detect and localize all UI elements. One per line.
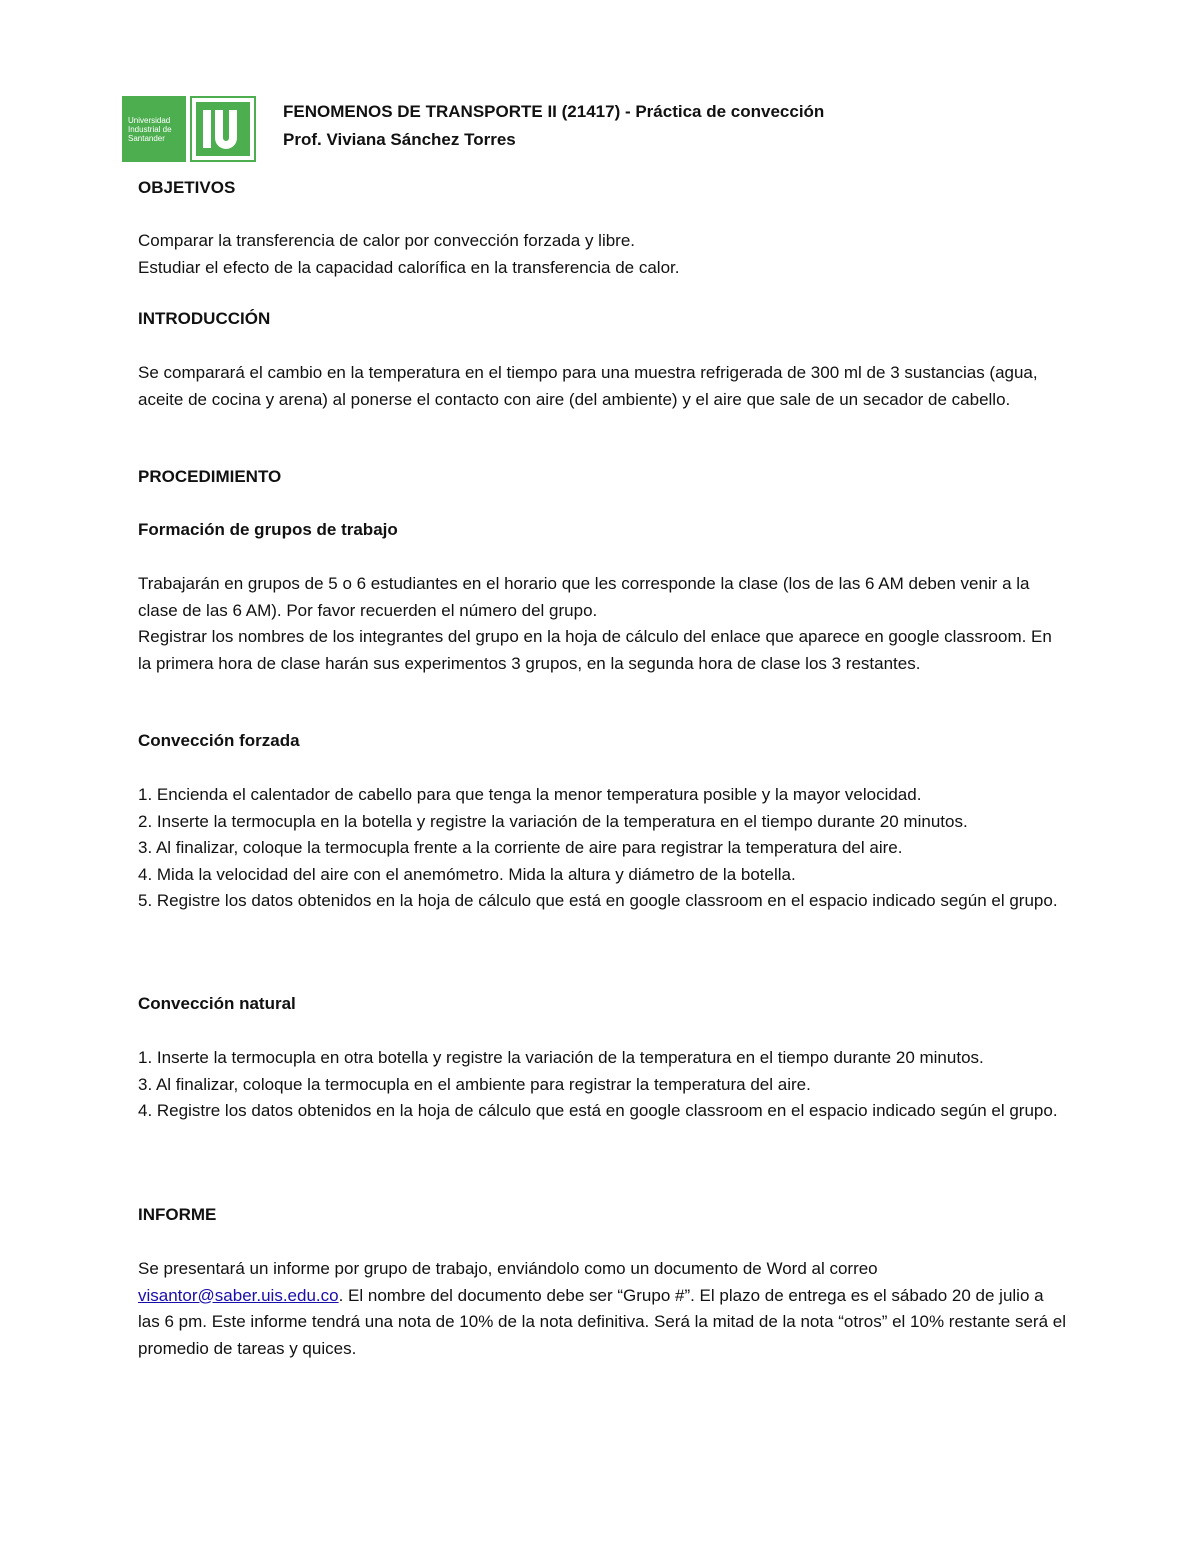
step-item: 3. Al finalizar, coloque la termocupla en el ambiente para registrar la temperatura del aire.	[138, 1074, 811, 1094]
section-objetivos-title: OBJETIVOS	[138, 178, 236, 197]
section-introduccion-title: INTRODUCCIÓN	[138, 309, 271, 328]
logo-line: Universidad	[128, 115, 171, 125]
introduccion-text	[138, 360, 1068, 413]
step-item: 4. Mida la velocidad del aire con el anemómetro. Mida la altura y diámetro de la botella.	[138, 864, 796, 884]
logo-text-block	[122, 96, 186, 162]
introduccion-paragraph: Se comparará el cambio en la temperatura en el tiempo para una muestra refrigerada de 300 ml de 3 sustancias (agua, aceite de cocina y arena) al ponerse el contacto con aire (del ambiente) y el aire que sale de un secador de cabello.	[138, 363, 1038, 409]
grupos-paragraph: Trabajarán en grupos de 5 o 6 estudiantes en el horario que les corresponde la clase (los de las 6 AM deben venir a la clase de las 6 AM). Por favor recuerden el número del grupo.	[138, 574, 1030, 620]
objetivo-item: Comparar la transferencia de calor por convección forzada y libre.	[138, 231, 636, 250]
step-item: 4. Registre los datos obtenidos en la hoja de cálculo que está en google classroom en el espacio indicado según el grupo.	[138, 1101, 1058, 1120]
professor-name: Prof. Viviana Sánchez Torres	[283, 130, 516, 149]
subsection-natural-title: Convección natural	[138, 994, 296, 1013]
uis-emblem-icon	[190, 96, 256, 162]
natural-steps	[138, 1045, 1068, 1125]
course-title: FENOMENOS DE TRANSPORTE II (21417) - Práctica de convección	[283, 102, 825, 121]
step-item: 2. Inserte la termocupla en la botella y registre la variación de la temperatura en el tiempo durante 20 minutos.	[138, 811, 968, 831]
informe-text-after: . El nombre del documento debe ser “Grupo #”. El plazo de entrega es el sábado 20 de julio a las 6 pm. Este informe tendrá una nota de 10% de la nota definitiva. Será la mitad de la nota “otros” el 10% restante será el promedio de tareas y quices.	[138, 1285, 1066, 1358]
email-link[interactable]: visantor@saber.uis.edu.co	[138, 1285, 339, 1305]
subsection-forzada-title: Convección forzada	[138, 731, 300, 750]
section-informe-title: INFORME	[138, 1205, 217, 1224]
objetivo-item: Estudiar el efecto de la capacidad calorífica en la transferencia de calor.	[138, 257, 680, 277]
document-header	[283, 98, 824, 154]
logo-line: Industrial de	[128, 124, 172, 134]
step-item: 5. Registre los datos obtenidos en la hoja de cálculo que está en google classroom en el espacio indicado según el grupo.	[138, 891, 1058, 910]
grupos-text	[138, 571, 1068, 677]
informe-text	[138, 1256, 1068, 1362]
section-procedimiento-title: PROCEDIMIENTO	[138, 467, 282, 486]
step-item: 1. Encienda el calentador de cabello para que tenga la menor temperatura posible y la mayor velocidad.	[138, 785, 922, 804]
step-item: 1. Inserte la termocupla en otra botella y registre la variación de la temperatura en el tiempo durante 20 minutos.	[138, 1048, 984, 1067]
informe-paragraph	[138, 1256, 1068, 1362]
logo-label: UIS	[223, 154, 225, 155]
step-item: 3. Al finalizar, coloque la termocupla frente a la corriente de aire para registrar la temperatura del aire.	[138, 838, 903, 857]
objetivos-list	[138, 228, 1068, 281]
university-logo	[122, 96, 258, 162]
forzada-steps	[138, 782, 1068, 915]
subsection-grupos-title: Formación de grupos de trabajo	[138, 520, 398, 539]
grupos-paragraph: Registrar los nombres de los integrantes del grupo en la hoja de cálculo del enlace que aparece en google classroom. En la primera hora de clase harán sus experimentos 3 grupos, en la segunda hora de clase los 3 restantes.	[138, 627, 1052, 673]
logo-line: Santander	[128, 133, 165, 143]
informe-text-before: Se presentará un informe por grupo de trabajo, enviándolo como un documento de Word al correo	[138, 1259, 878, 1278]
